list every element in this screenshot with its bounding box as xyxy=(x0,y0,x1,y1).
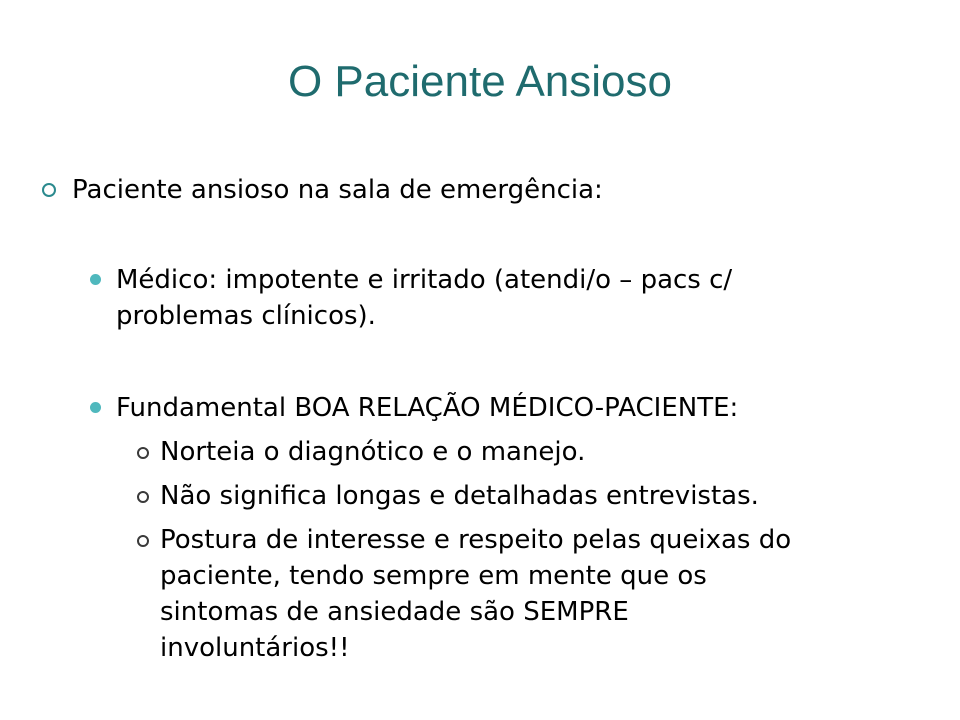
hollow-circle-bullet-icon xyxy=(137,447,149,459)
bullet-item-level2 xyxy=(116,390,738,426)
bullet-text-line: problemas clínicos). xyxy=(116,301,376,331)
bullet-item-level3 xyxy=(160,434,585,470)
hollow-circle-bullet-icon xyxy=(137,491,149,503)
hollow-circle-bullet-icon xyxy=(42,183,56,197)
bullet-item-level3 xyxy=(160,522,791,666)
bullet-item-level2 xyxy=(116,262,732,334)
filled-dot-bullet-icon xyxy=(90,402,101,413)
bullet-item-level3 xyxy=(160,478,759,514)
bullet-text-line: Médico: impotente e irritado (atendi/o – pacs c/ xyxy=(116,265,733,295)
bullet-text-line: Norteia o diagnótico e o manejo. xyxy=(160,437,586,467)
bullet-text-line: Não significa longas e detalhadas entrevistas. xyxy=(160,481,759,511)
bullet-text-line: involuntários!! xyxy=(160,633,350,663)
hollow-circle-bullet-icon xyxy=(137,535,149,547)
bullet-text-line: Fundamental BOA RELAÇÃO MÉDICO-PACIENTE: xyxy=(116,393,739,423)
bullet-text-line: paciente, tendo sempre em mente que os xyxy=(160,561,707,591)
bullet-text-line: Postura de interesse e respeito pelas queixas do xyxy=(160,525,792,555)
bullet-text: Paciente ansioso na sala de emergência: xyxy=(72,175,603,205)
slide-title: O Paciente Ansioso xyxy=(287,57,672,106)
bullet-text-line: sintomas de ansiedade são SEMPRE xyxy=(160,597,629,627)
bullet-item-level1 xyxy=(72,172,603,208)
filled-dot-bullet-icon xyxy=(90,274,101,285)
